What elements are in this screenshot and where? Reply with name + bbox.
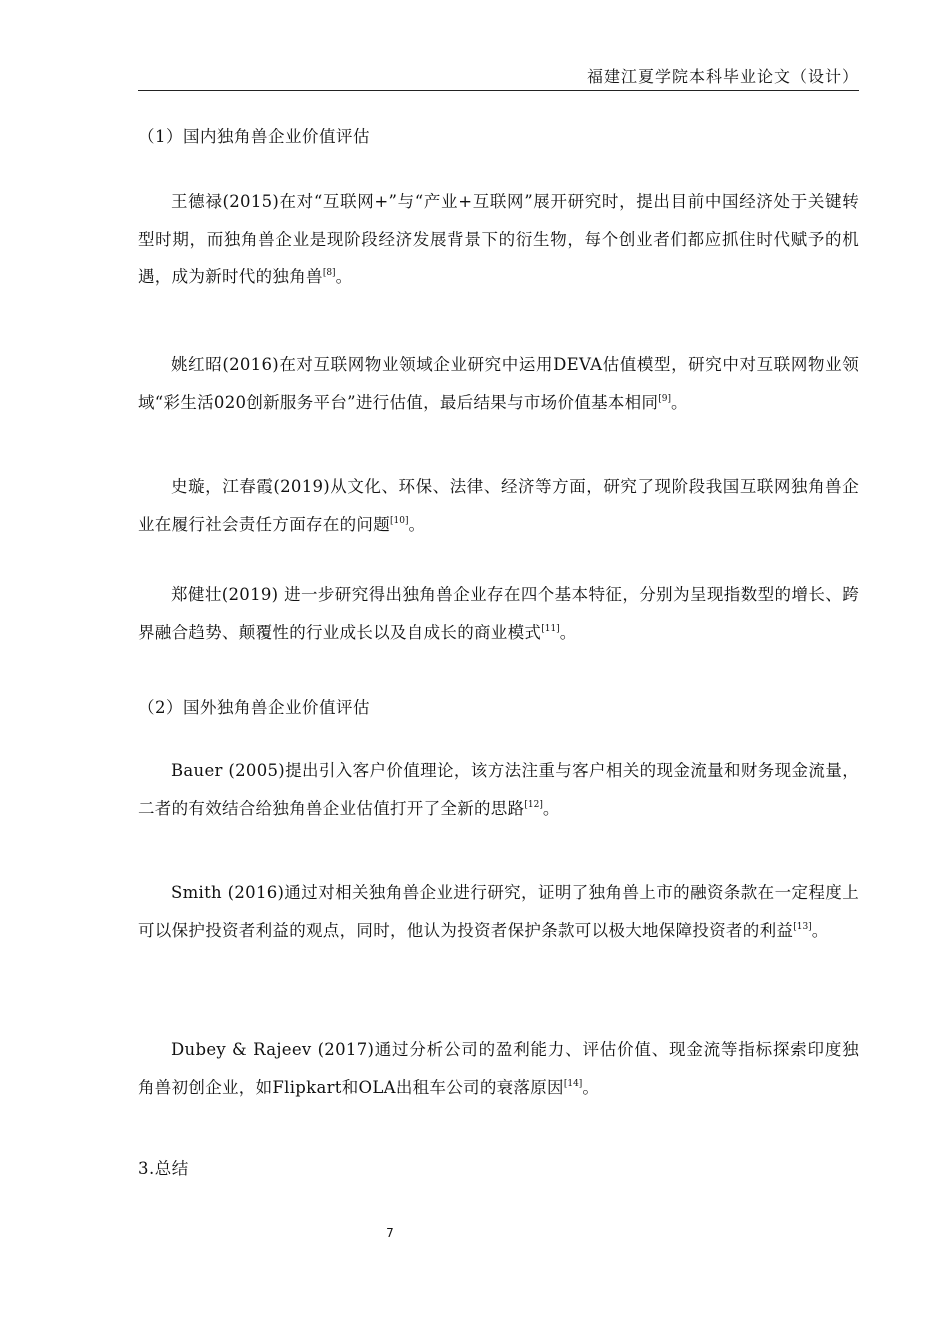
paragraph-dubey-rajeev: Dubey & Rajeev (2017)通过分析公司的盈利能力、评估价值、现金流等指标探索印度独角兽初创企业，如Flipkart和OLA出租车公司的衰落原因[14]。 <box>138 1040 859 1097</box>
section-heading-domestic: （1）国内独角兽企业价值评估 <box>138 127 370 146</box>
citation-9: [9] <box>658 393 672 404</box>
paragraph-bauer: Bauer (2005)提出引入客户价值理论，该方法注重与客户相关的现金流量和财务现金流量，二者的有效结合给独角兽企业估值打开了全新的思路[12]。 <box>138 761 859 818</box>
citation-14: [14] <box>563 1078 583 1089</box>
paragraph-zheng-jianzhuang: 郑健壮(2019) 进一步研究得出独角兽企业存在四个基本特征，分别为呈现指数型的增长、跨界融合趋势、颠覆性的行业成长以及自成长的商业模式[11]。 <box>138 585 859 642</box>
citation-8: [8] <box>322 268 336 278</box>
paragraph-shi-xuan: 史璇，江春霞(2019)从文化、环保、法律、经济等方面，研究了现阶段我国互联网独角兽企业在履行社会责任方面存在的问题[10]。 <box>138 477 859 534</box>
paragraph-smith: Smith (2016)通过对相关独角兽企业进行研究，证明了独角兽上市的融资条款在一定程度上可以保护投资者利益的观点，同时，他认为投资者保护条款可以极大地保障投资者的利益[13]。 <box>138 883 859 940</box>
paragraph-wang-delu: 王德禄(2015)在对“互联网+”与“产业+互联网”展开研究时，提出目前中国经济处于关键转型时期，而独角兽企业是现阶段经济发展背景下的衍生物，每个创业者们都应抓住时代赋予的机遇，成为新时代的独角兽[8]。 <box>138 192 859 286</box>
citation-10: [10] <box>390 515 409 526</box>
section-heading-foreign: （2）国外独角兽企业价值评估 <box>138 698 370 717</box>
citation-12: [12] <box>524 799 543 810</box>
citation-13: [13] <box>793 921 812 932</box>
page-number: 7 <box>386 1226 394 1240</box>
citation-11: [11] <box>541 623 560 634</box>
running-header: 福建江夏学院本科毕业论文（设计） <box>586 67 859 86</box>
header-rule <box>138 90 859 91</box>
section-heading-summary: 3.总结 <box>138 1159 189 1178</box>
paragraph-yao-hongzhao: 姚红昭(2016)在对互联网物业领域企业研究中运用DEVA估值模型，研究中对互联网物业领域“彩生活020创新服务平台”进行估值，最后结果与市场价值基本相同[9]。 <box>138 355 859 412</box>
